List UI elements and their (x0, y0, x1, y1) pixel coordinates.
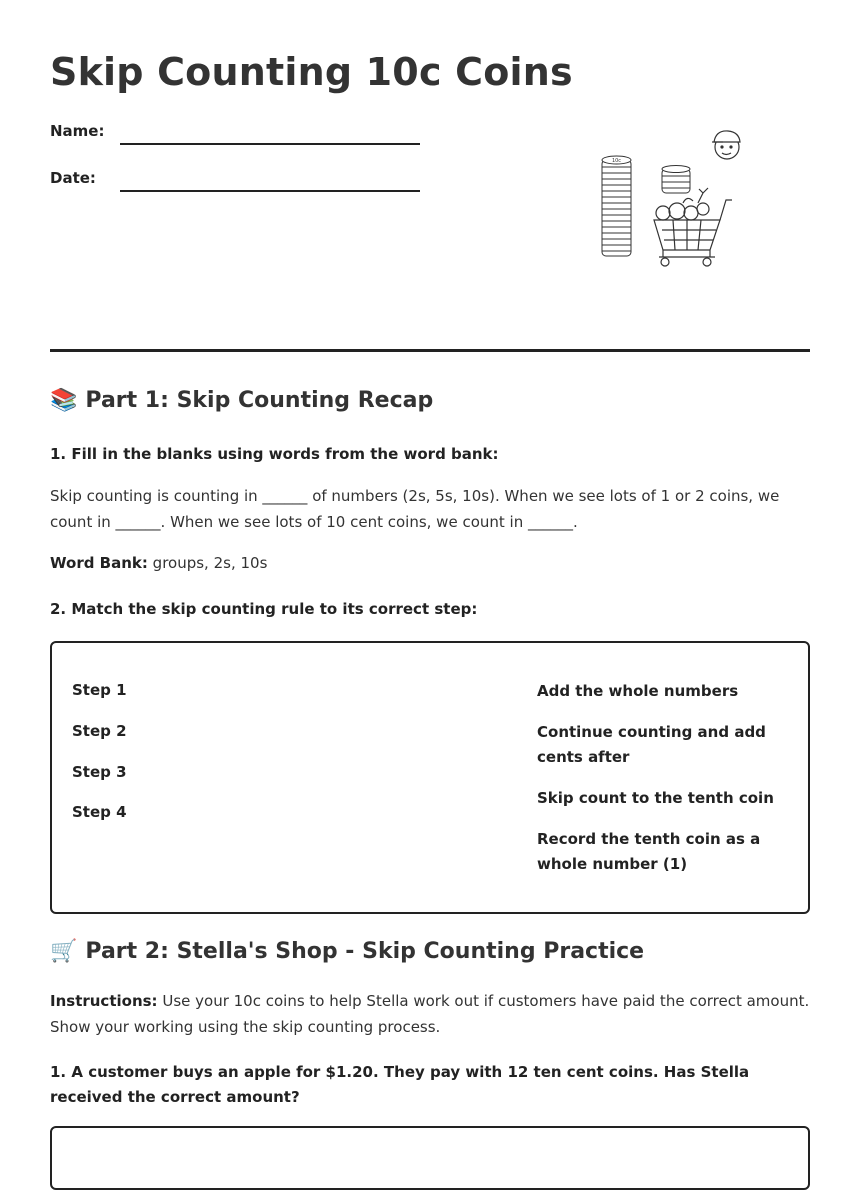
part2-heading-text: Part 2: Stella's Shop - Skip Counting Practice (85, 939, 645, 964)
instructions-label: Instructions: (50, 992, 158, 1010)
part1-question-1: 1. Fill in the blanks using words from the word bank: (50, 445, 499, 463)
name-field[interactable] (120, 143, 420, 145)
answer-box[interactable] (50, 1126, 810, 1190)
date-label: Date: (50, 169, 96, 187)
page-title: Skip Counting 10c Coins (50, 50, 573, 94)
part1-heading (50, 388, 433, 413)
part1-heading-text: Part 1: Skip Counting Recap (85, 388, 434, 413)
instructions-text: Use your 10c coins to help Stella work out if customers have paid the correct amount. Show your working using the skip counting process. (50, 992, 810, 1036)
svg-text:10c: 10c (611, 158, 622, 164)
part1-question-2: 2. Match the skip counting rule to its correct step: (50, 600, 478, 618)
part2-instructions (50, 988, 810, 1040)
books-icon: 📚 (50, 388, 78, 413)
word-bank-words: groups, 2s, 10s (152, 554, 268, 572)
fill-in-blanks-text: Skip counting is counting in ______ of numbers (2s, 5s, 10s). When we see lots of 1 or 2 coins, we count in ______. When we see lots of 10 cent coins, we count in ______. (50, 487, 780, 531)
step-3-label: Step 3 (72, 763, 127, 781)
coin-stack-tall-icon (602, 156, 631, 256)
shopping-cart-icon (654, 188, 732, 266)
step-1-label: Step 1 (72, 681, 127, 699)
step-4-label: Step 4 (72, 803, 127, 821)
rule-skip-count-tenth: Skip count to the tenth coin (537, 789, 774, 807)
name-label: Name: (50, 122, 105, 140)
step-2-label: Step 2 (72, 722, 127, 740)
matching-box (50, 641, 810, 914)
coins-and-shopping-cart-illustration (595, 125, 745, 275)
part2-heading (50, 939, 644, 964)
shopping-cart-icon: 🛒 (50, 939, 78, 964)
child-face-icon (712, 131, 740, 159)
word-bank-label: Word Bank: (50, 554, 148, 572)
header-divider (50, 349, 810, 352)
rule-continue-counting: Continue counting and add cents after (537, 723, 766, 766)
coin-stack-short-icon (662, 166, 690, 194)
rule-add-whole-numbers: Add the whole numbers (537, 682, 739, 700)
word-bank (50, 550, 810, 576)
rule-record-tenth-coin: Record the tenth coin as a whole number (1) (537, 830, 761, 873)
part2-question-1: 1. A customer buys an apple for $1.20. They pay with 12 ten cent coins. Has Stella received the correct amount? (50, 1063, 750, 1106)
date-field[interactable] (120, 190, 420, 192)
